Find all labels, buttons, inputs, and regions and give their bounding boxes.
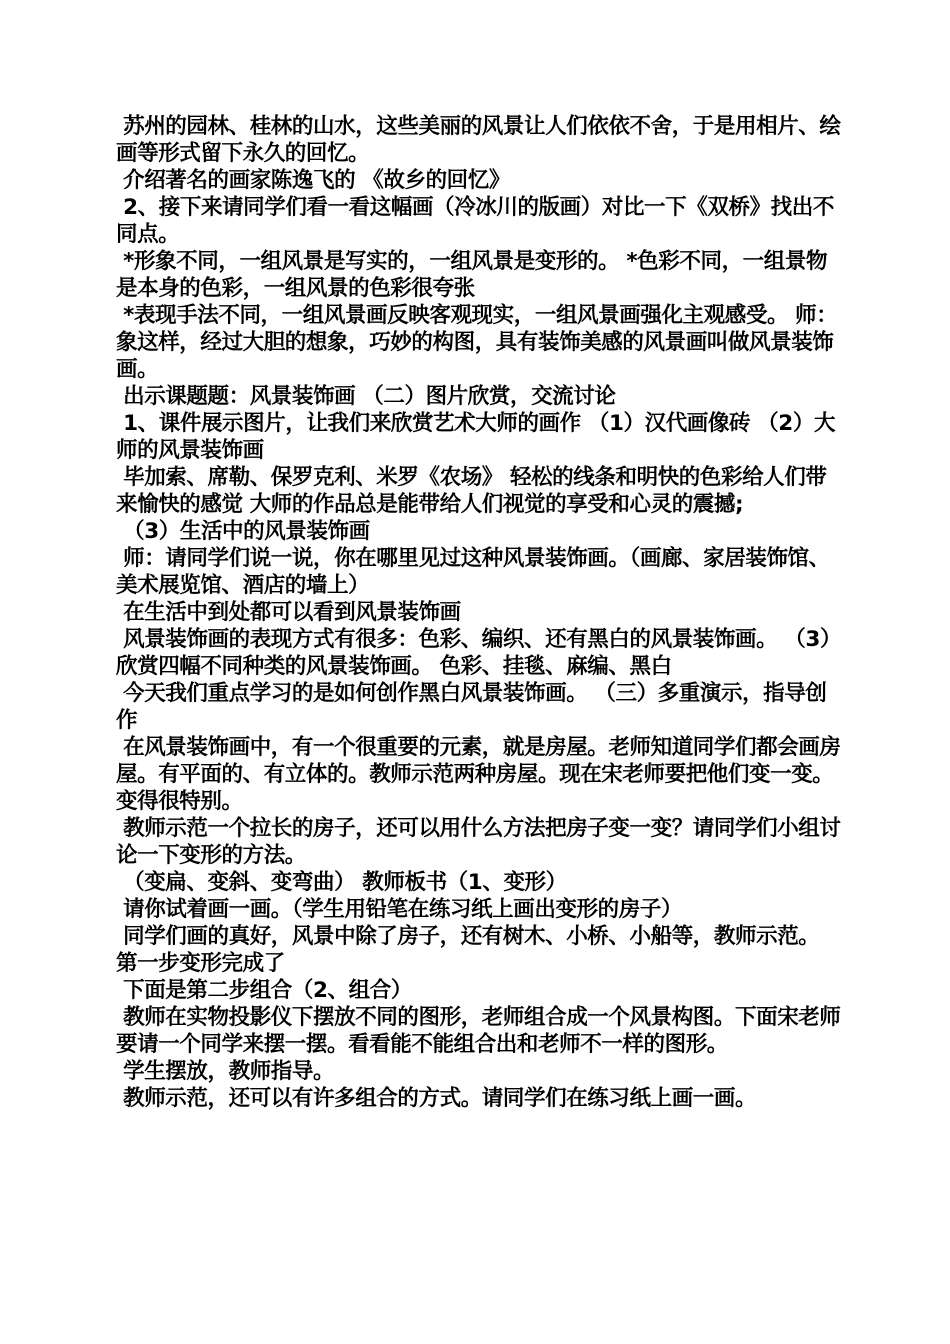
paragraph-19: 下面是第二步组合（2、组合） (116, 978, 412, 1003)
paragraph-13: 今天我们重点学习的是如何创作黑白风景装饰画。 （三）多重演示，指导创作 (116, 681, 827, 733)
paragraph-7: 1、课件展示图片，让我们来欣赏艺术大师的画作 （1）汉代画像砖 （2）大师的风景装饰画 (116, 411, 836, 463)
paragraph-8: 毕加索、席勒、保罗克利、米罗《农场》 轻松的线条和明快的色彩给人们带来愉快的感觉 大师的作品总是能带给人们视觉的享受和心灵的震撼; (116, 465, 827, 517)
paragraph-5: *表现手法不同，一组风景画反映客观现实，一组风景画强化主观感受。 师：象这样，经过大胆的想象，巧妙的构图，具有装饰美感的风景画叫做风景装饰画。 (116, 303, 838, 382)
paragraph-9: （3）生活中的风景装饰画 (116, 519, 370, 544)
paragraph-1: 苏州的园林、桂林的山水，这些美丽的风景让人们依依不舍，于是用相片、绘画等形式留下永久的回忆。 (116, 114, 841, 166)
lesson-plan-text (116, 113, 846, 1112)
paragraph-14: 在风景装饰画中，有一个很重要的元素，就是房屋。老师知道同学们都会画房屋。有平面的、有立体的。教师示范两种房屋。现在宋老师要把他们变一变。变得很特别。 (116, 735, 841, 814)
paragraph-2: 介绍著名的画家陈逸飞的 《故乡的回忆》 (116, 168, 510, 193)
paragraph-6: 出示课题题：风景装饰画 （二）图片欣赏，交流讨论 (116, 384, 616, 409)
paragraph-16: （变扁、变斜、变弯曲） 教师板书（1、变形） (116, 870, 567, 895)
paragraph-4: *形象不同，一组风景是写实的，一组风景是变形的。 *色彩不同，一组景物是本身的色彩，一组风景的色彩很夸张 (116, 249, 828, 301)
paragraph-10: 师：请同学们说一说，你在哪里见过这种风景装饰画。（画廊、家居装饰馆、美术展览馆、酒店的墙上） (116, 546, 830, 598)
paragraph-20: 教师在实物投影仪下摆放不同的图形，老师组合成一个风景构图。下面宋老师要请一个同学来摆一摆。看看能不能组合出和老师不一样的图形。 (116, 1005, 841, 1057)
paragraph-18: 同学们画的真好，风景中除了房子，还有树木、小桥、小船等，教师示范。 第一步变形完成了 (116, 924, 827, 976)
paragraph-12: 风景装饰画的表现方式有很多：色彩、编织、还有黑白的风景装饰画。 （3）欣赏四幅不同种类的风景装饰画。 色彩、挂毯、麻编、黑白 (116, 627, 842, 679)
paragraph-22: 教师示范，还可以有许多组合的方式。请同学们在练习纸上画一画。 (116, 1086, 757, 1111)
paragraph-3: 2、接下来请同学们看一看这幅画（冷冰川的版画）对比一下《双桥》找出不同点。 (116, 195, 834, 247)
paragraph-21: 学生摆放，教师指导。 (116, 1059, 335, 1084)
paragraph-17: 请你试着画一画。（学生用铅笔在练习纸上画出变形的房子） (116, 897, 683, 922)
paragraph-15: 教师示范一个拉长的房子，还可以用什么方法把房子变一变？请同学们小组讨论一下变形的方法。 (116, 816, 841, 868)
paragraph-11: 在生活中到处都可以看到风景装饰画 (116, 600, 461, 625)
